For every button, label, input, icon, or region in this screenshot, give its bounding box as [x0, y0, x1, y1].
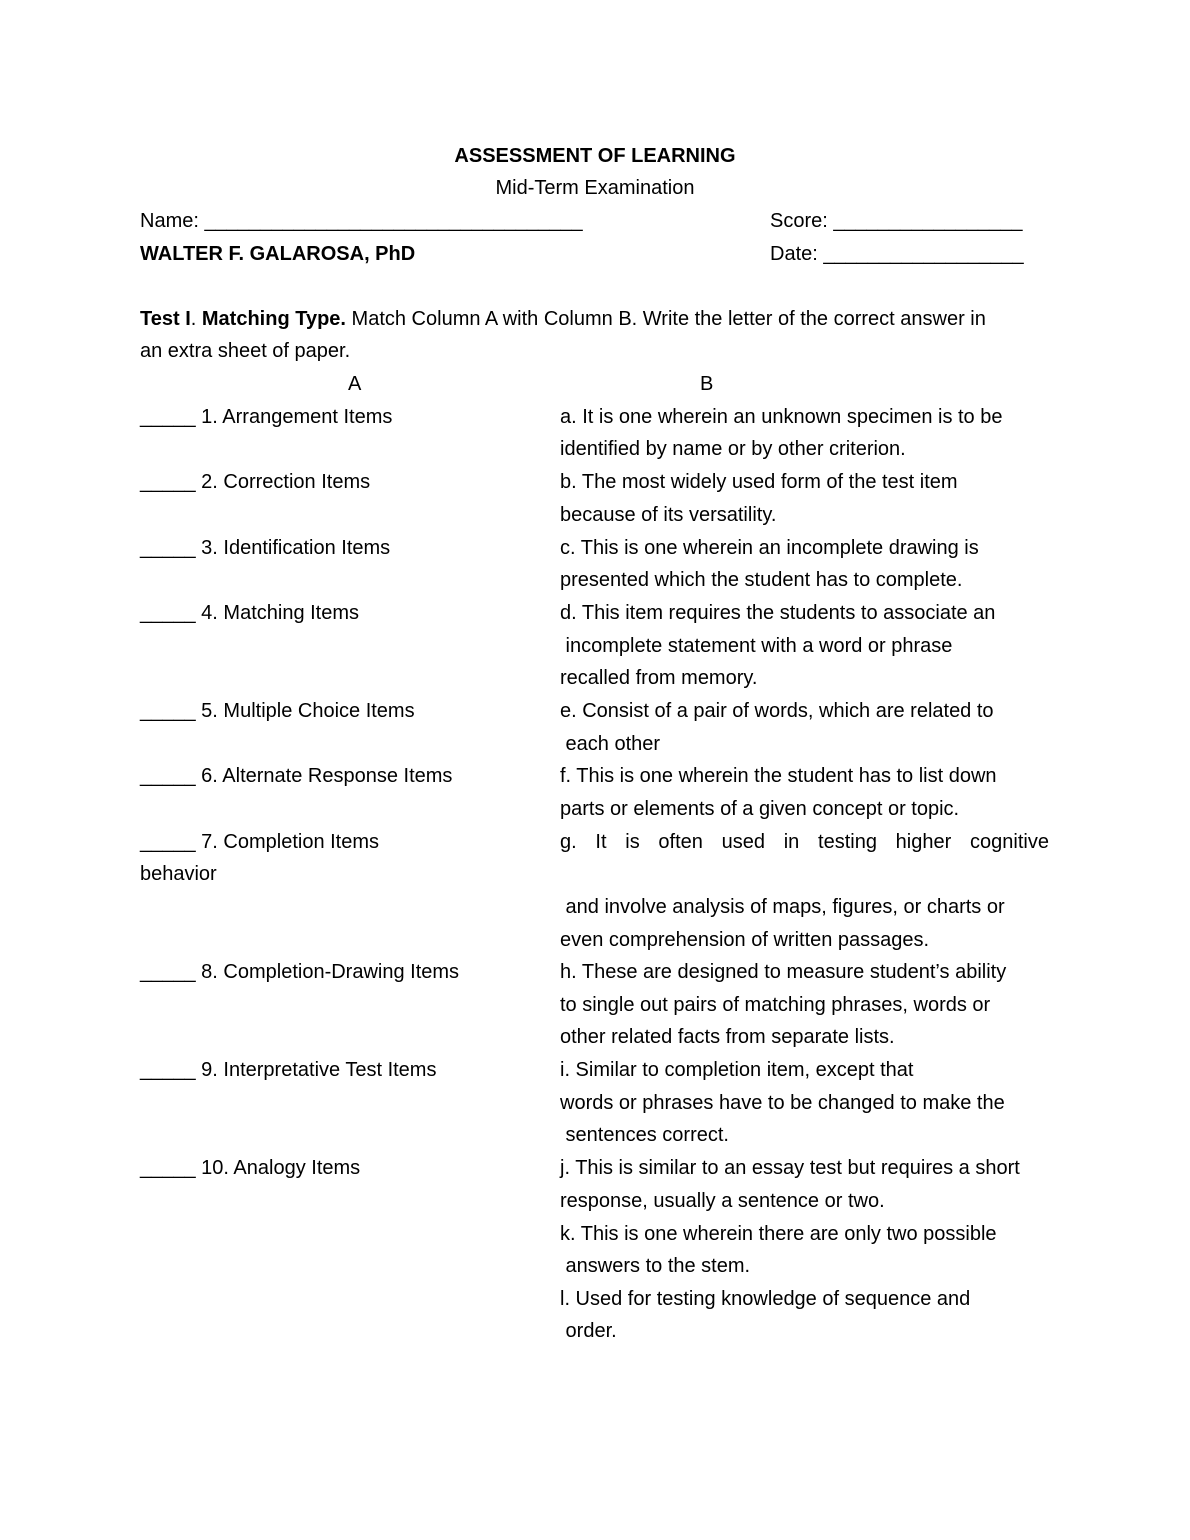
column-a-item: _____ 7. Completion Items: [140, 831, 380, 853]
column-a-item: _____ 3. Identification Items: [140, 537, 391, 559]
document-title: ASSESSMENT OF LEARNING: [454, 145, 736, 167]
justified-word: often: [658, 831, 703, 853]
column-a-item: _____ 8. Completion-Drawing Items: [140, 961, 460, 983]
column-b-line: answers to the stem.: [560, 1255, 751, 1277]
column-b-line: presented which the student has to complete.: [560, 569, 963, 591]
column-b-line-justified: [560, 826, 1049, 858]
column-b-line: response, usually a sentence or two.: [560, 1190, 885, 1212]
column-a-item-wrap: behavior: [140, 863, 217, 885]
column-b-line: sentences correct.: [560, 1124, 729, 1146]
column-b-line: to single out pairs of matching phrases, words or: [560, 994, 991, 1016]
justified-word: in: [783, 831, 800, 853]
test-label-dot: .: [190, 308, 202, 330]
column-b-line: b. The most widely used form of the test item: [560, 471, 958, 493]
column-b-line: words or phrases have to be changed to make the: [560, 1092, 1005, 1114]
column-a-item: _____ 9. Interpretative Test Items: [140, 1059, 437, 1081]
score-field-line: Score: _________________: [770, 210, 1023, 232]
column-b-line: j. This is similar to an essay test but requires a short: [560, 1157, 1020, 1179]
instructions-line-1: [140, 303, 986, 335]
justified-word: testing: [818, 831, 877, 853]
column-b-line: each other: [560, 733, 661, 755]
column-a-item: _____ 5. Multiple Choice Items: [140, 700, 415, 722]
column-b-line: parts or elements of a given concept or topic.: [560, 798, 960, 820]
column-b-line: other related facts from separate lists.: [560, 1026, 895, 1048]
column-a-item: _____ 4. Matching Items: [140, 602, 360, 624]
column-b-line: recalled from memory.: [560, 667, 758, 689]
column-b-line: because of its versatility.: [560, 504, 777, 526]
test-label: Test I: [140, 308, 191, 330]
instructor-name: WALTER F. GALAROSA, PhD: [140, 243, 416, 265]
column-b-line: identified by name or by other criterion.: [560, 438, 906, 460]
instructions-text: Match Column A with Column B. Write the letter of the correct answer in: [345, 308, 986, 330]
column-a-item: _____ 1. Arrangement Items: [140, 406, 393, 428]
column-b-line: c. This is one wherein an incomplete drawing is: [560, 537, 979, 559]
column-b-line: f. This is one wherein the student has to list down: [560, 765, 997, 787]
column-a-item: _____ 6. Alternate Response Items: [140, 765, 453, 787]
column-b-line: k. This is one wherein there are only two possible: [560, 1223, 997, 1245]
column-b-line: and involve analysis of maps, figures, or charts or: [560, 896, 1005, 918]
column-a-header: A: [348, 373, 362, 395]
column-b-line: order.: [560, 1320, 617, 1342]
document-subtitle: Mid-Term Examination: [495, 177, 695, 199]
column-b-line: i. Similar to completion item, except that: [560, 1059, 914, 1081]
column-b-header: B: [700, 373, 714, 395]
test-type-label: Matching Type.: [201, 308, 346, 330]
column-b-line: d. This item requires the students to associate an: [560, 602, 996, 624]
instructions-line-2: an extra sheet of paper.: [140, 340, 351, 362]
justified-word: cognitive: [970, 831, 1049, 853]
justified-word: higher: [895, 831, 952, 853]
column-b-line: h. These are designed to measure student’s ability: [560, 961, 1007, 983]
column-b-line: a. It is one wherein an unknown specimen is to be: [560, 406, 1003, 428]
column-b-line: l. Used for testing knowledge of sequence and: [560, 1288, 971, 1310]
justified-word: used: [721, 831, 765, 853]
justified-word: is: [625, 831, 640, 853]
column-b-line: e. Consist of a pair of words, which are related to: [560, 700, 994, 722]
column-a-item: _____ 2. Correction Items: [140, 471, 371, 493]
column-b-line: incomplete statement with a word or phrase: [560, 635, 953, 657]
date-field-line: Date: __________________: [770, 243, 1024, 265]
justified-word: g.: [560, 831, 577, 853]
justified-word: It: [595, 831, 607, 853]
column-a-item: _____ 10. Analogy Items: [140, 1157, 361, 1179]
column-b-line: even comprehension of written passages.: [560, 929, 930, 951]
name-field-line: Name: __________________________________: [140, 210, 583, 232]
